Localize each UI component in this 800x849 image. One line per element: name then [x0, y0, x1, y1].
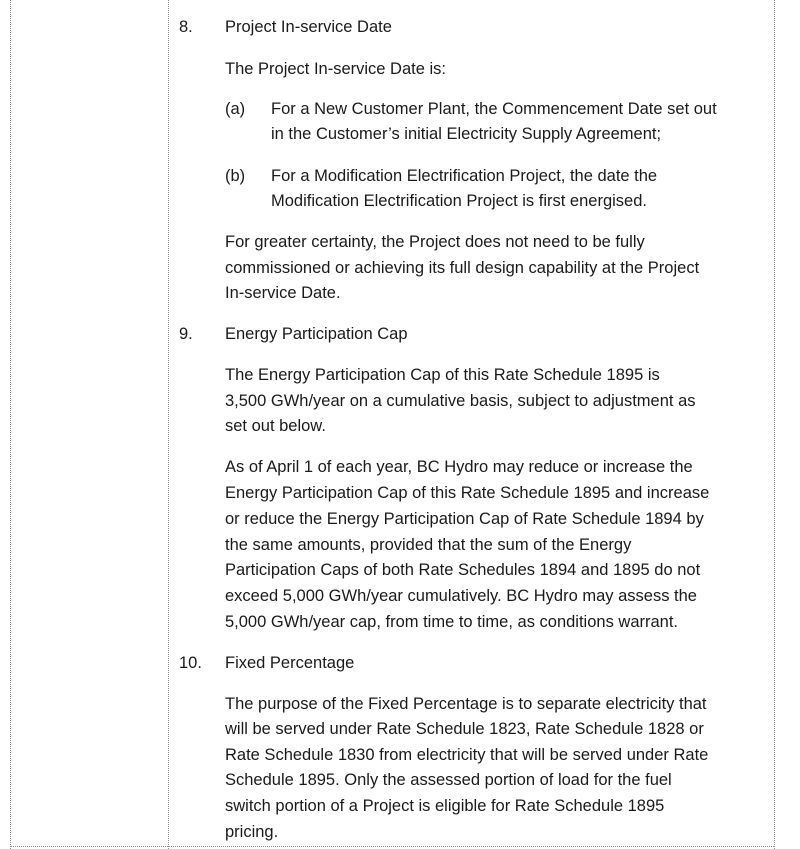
paragraph-line: the same amounts, provided that the sum of the Energy — [225, 536, 632, 554]
table-border-left — [10, 0, 11, 849]
paragraph-line: In-service Date. — [225, 284, 341, 302]
paragraph-line: commissioned or achieving its full design capability at the Project — [225, 259, 700, 277]
section-heading: Project In-service Date — [225, 18, 392, 36]
paragraph-line: Energy Participation Cap of this Rate Schedule 1895 and increase — [225, 484, 710, 502]
paragraph-line: Rate Schedule 1830 from electricity that will be served under Rate — [225, 746, 709, 764]
list-item-line: For a Modification Electrification Project, the date the — [271, 167, 658, 185]
paragraph-line: The Energy Participation Cap of this Rate Schedule 1895 is — [225, 366, 660, 384]
list-item-line: Modification Electrification Project is first energised. — [271, 192, 647, 210]
paragraph-line: The purpose of the Fixed Percentage is to separate electricity that — [225, 695, 707, 713]
paragraph-line: will be served under Rate Schedule 1823, Rate Schedule 1828 or — [225, 720, 704, 738]
paragraph-line: 5,000 GWh/year cap, from time to time, as conditions warrant. — [225, 613, 679, 631]
paragraph-line: As of April 1 of each year, BC Hydro may reduce or increase the — [225, 458, 693, 476]
paragraph-line: Participation Caps of both Rate Schedules 1894 and 1895 do not — [225, 561, 701, 579]
list-item-label: (b) — [225, 167, 246, 185]
paragraph-line: switch portion of a Project is eligible for Rate Schedule 1895 — [225, 797, 665, 815]
section-heading: Energy Participation Cap — [225, 325, 408, 343]
table-border-bottom — [10, 846, 774, 847]
paragraph-line: set out below. — [225, 417, 326, 435]
section-heading: Fixed Percentage — [225, 654, 355, 672]
section-number: 8. — [179, 18, 193, 36]
paragraph-line: or reduce the Energy Participation Cap of Rate Schedule 1894 by — [225, 510, 704, 528]
table-column-divider — [168, 0, 169, 849]
section-number: 9. — [179, 325, 193, 343]
table-border-right — [774, 0, 775, 849]
paragraph-line: For greater certainty, the Project does not need to be fully — [225, 233, 645, 251]
section-intro: The Project In-service Date is: — [225, 60, 446, 78]
list-item-label: (a) — [225, 100, 246, 118]
list-item-line: in the Customer’s initial Electricity Supply Agreement; — [271, 125, 662, 143]
paragraph-line: exceed 5,000 GWh/year cumulatively. BC Hydro may assess the — [225, 587, 697, 605]
paragraph-line: pricing. — [225, 823, 279, 841]
section-number: 10. — [179, 654, 202, 672]
paragraph-line: 3,500 GWh/year on a cumulative basis, subject to adjustment as — [225, 392, 696, 410]
list-item-line: For a New Customer Plant, the Commencement Date set out — [271, 100, 717, 118]
paragraph-line: Schedule 1895. Only the assessed portion of load for the fuel — [225, 771, 672, 789]
